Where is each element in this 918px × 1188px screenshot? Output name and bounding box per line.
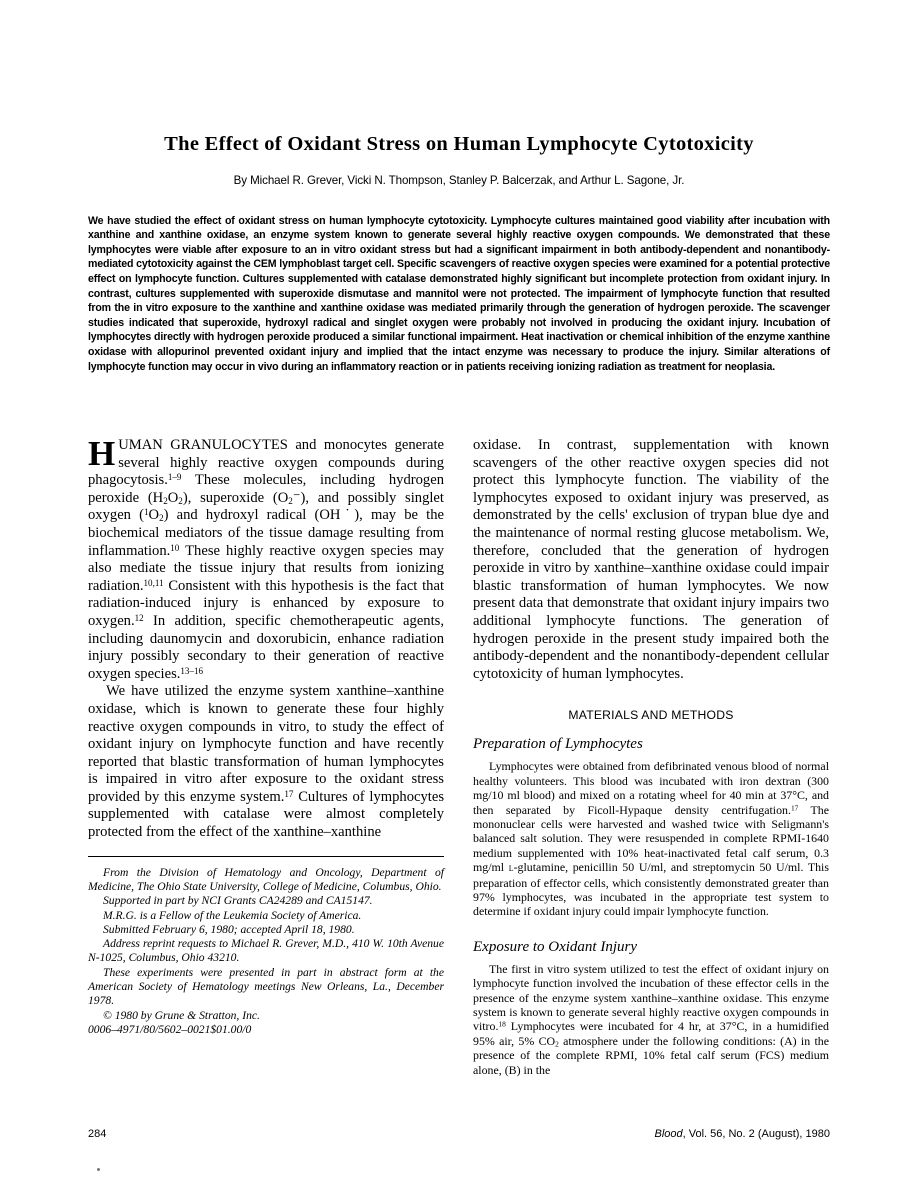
text-run: atmosphere under the following conditions: (A) in the presence of the complete RPMI, 10% fetal calf serum (FCS) medium alone, (B) in the (473, 1033, 829, 1077)
subscript: 2 (555, 1039, 559, 1049)
left-paragraph-2 (88, 683, 444, 841)
left-column (88, 434, 444, 1077)
right-paragraph-1: oxidase. In contrast, supplementation with known scavengers of the other reactive oxygen species did not protect this lymphocyte function. The viability of the lymphocytes exposed to oxidant injury was preserved, as demonstrated by the cells' exclusion of trypan blue dye and the maintenance of normal resting glucose metabolism. We, therefore, concluded that the generation of hydrogen peroxide in vitro by xanthine–xanthine oxidase could impair blastic transformation of human lymphocytes. We now present data that demonstrate that oxidant injury impairs two additional lymphocyte functions. The generation of hydrogen peroxide in the present study impaired both the antibody-dependent and the nonantibody-dependent cellular cytotoxicity of human lymphocytes. (473, 437, 829, 682)
text-run: ⁻), and possibly singlet oxygen ( (88, 489, 444, 524)
journal-name: Blood (654, 1128, 683, 1140)
journal-citation (654, 1128, 830, 1140)
text-run: Lymphocytes were obtained from defibrinated venous blood of normal healthy volunteers. This blood was incubated with iron dextran (300 mg/10 ml blood) and mixed on a rotating wheel for 40 min at 37°C, and then separated by Ficoll-Hypaque density centrifugation. (473, 759, 829, 817)
drop-cap: H (88, 434, 116, 473)
text-run: Cultures of lymphocytes supplemented with catalase were almost completely protected from the effect of the xanthine–xanthine (88, 788, 444, 841)
footnote-presentation: These experiments were presented in part in abstract form at the American Society of Hematology meetings New Orleans, La., December 1978. (88, 965, 444, 1008)
reference-marker: 12 (134, 612, 144, 623)
page-footer (88, 1128, 830, 1140)
text-run: -glutamine, penicillin 50 U/ml, and streptomycin 50 U/ml. This preparation of effector cells, which consistently demonstrated greater than 97% lymphocytes, was incubated in the appropriate test system to determine if oxidant injury could impair lymphocyte function. (473, 860, 829, 919)
small-caps-l: l (508, 862, 514, 875)
subscript: 2 (178, 495, 183, 506)
reference-marker: 17 (790, 803, 799, 813)
right-column (473, 437, 829, 1077)
footnote-reprint-address: Address reprint requests to Michael R. Grever, M.D., 410 W. 10th Avenue N-1025, Columbus, Ohio 43210. (88, 937, 444, 965)
opening-smallcaps: UMAN GRANULOCYTES (118, 437, 288, 453)
text-run: Consistent with this hypothesis is the fact that radiation-induced injury is enhanced by exposure to oxygen. (88, 577, 444, 629)
footnote-dates: Submitted February 6, 1980; accepted April 18, 1980. (103, 922, 355, 936)
text-run: In addition, specific chemotherapeutic agents, including daunomycin and doxorubicin, enhance radiation injury possibly secondary to their generation of reactive oxygen species. (88, 612, 444, 682)
subsection-heading-exposure-to-oxidant-injury: Exposure to Oxidant Injury (473, 938, 637, 955)
two-column-body (88, 434, 830, 1077)
journal-volume-info: , Vol. 56, No. 2 (August), 1980 (682, 1128, 830, 1140)
reference-marker: 10 (170, 542, 180, 553)
text-run: These molecules, including hydrogen peroxide (H (88, 472, 444, 506)
reference-marker: 13–16 (180, 665, 204, 676)
subscript: 2 (163, 495, 168, 506)
text-run: Lymphocytes were incubated for 4 hr, at 37°C, in a humidified 95% air, 5% CO (473, 1019, 829, 1048)
reference-marker: 18 (498, 1020, 506, 1030)
page-number: 284 (88, 1128, 107, 1140)
subsection-heading-preparation-of-lymphocytes: Preparation of Lymphocytes (473, 736, 643, 753)
text-run: We have utilized the enzyme system xanthine–xanthine oxidase, which is known to generate these four highly reactive oxygen compounds in vitro, to study the effect of oxidant injury on lymphocyte function and have recently reported that blastic transformation of human lymphocytes is impaired in vitro after exposure to the oxidant stress provided by this enzyme system. (88, 683, 444, 805)
subscript: 2 (159, 513, 164, 524)
text-run: The mononuclear cells were harvested and washed twice with Seligmann's balanced salt solution. They were resuspended in complete RPMI-1640 medium supplemented with 10% heat-inactivated fetal calf serum, 0.3 mg/ml (473, 802, 829, 875)
footnote-copyright: © 1980 by Grune & Stratton, Inc. (103, 1008, 260, 1022)
text-run: O (167, 489, 179, 506)
exposure-paragraph (473, 962, 829, 1077)
section-heading-materials-and-methods: MATERIALS AND METHODS (568, 708, 734, 723)
footnote-affiliation: From the Division of Hematology and Oncology, Department of Medicine, The Ohio State University, College of Medicine, Columbus, Ohio. (88, 865, 444, 893)
text-run: These highly reactive oxygen species may also mediate the tissue injury that results from ionizing radiation. (88, 542, 444, 594)
preparation-paragraph (473, 759, 829, 918)
abstract: We have studied the effect of oxidant stress on human lymphocyte cytotoxicity. Lymphocyte cultures maintained good viability after incubation with xanthine and xanthine oxidase, an enzyme system known to generate several highly reactive oxygen compounds. We demonstrated that these lymphocytes were viable after exposure to an in vitro oxidant stress but had a significant impairment in both antibody-dependent and nonantibody-mediated cytotoxicity against the CEM lymphoblast target cell. Specific scavengers of reactive oxygen species were examined for a potential protective effect on lymphocyte function. Cultures supplemented with catalase demonstrated highly significant but incomplete protection from oxidant injury. In contrast, cultures supplemented with superoxide dismutase and mannitol were not protected. The impairment of lymphocyte function that resulted from the in vitro exposure to the xanthine and xanthine oxidase was mediated primarily through the generation of hydrogen peroxide. The scavenger studies indicated that superoxide, hydroxyl radical and singlet oxygen were probably not involved in producing the oxidant injury. Incubation of lymphocytes directly with hydrogen peroxide produced a similar functional impairment. Heat inactivation or chemical inhibition of the enzyme xanthine oxidase with allopurinol prevented oxidant injury and implied that the intact enzyme was necessary to produce the injury. Similar alterations of lymphocyte function may occur in vivo during an inflammatory reaction or in patients receiving ionizing radiation as treatment for neoplasia. (88, 214, 830, 373)
subscript: 2 (288, 495, 293, 506)
reference-marker: 10,11 (143, 577, 164, 588)
superscript: 1 (143, 507, 149, 518)
scan-artifact-speck (97, 1168, 100, 1171)
footnote-issn-code: 0006–4971/80/5602–0021$01.00/0 (88, 1022, 252, 1036)
footnote-fellowship: M.R.G. is a Fellow of the Leukemia Society of America. (103, 908, 362, 922)
text-run: ), superoxide (O (182, 489, 289, 506)
text-run: The first in vitro system utilized to test the effect of oxidant injury on lymphocyte function involved the incubation of these effector cells in the presence of the enzyme system xanthine–xanthine oxidase. This enzyme system is known to generate several highly reactive oxygen compounds in vitro. (473, 961, 829, 1034)
text-run: ) and hydroxyl radical (OH˙), may be the biochemical mediators of the tissue damage resulting from inflammation. (88, 507, 444, 559)
left-paragraph-1 (88, 434, 444, 683)
page-title: The Effect of Oxidant Stress on Human Lymphocyte Cytotoxicity (164, 133, 754, 155)
footnote-divider (88, 856, 444, 857)
footnote-support: Supported in part by NCI Grants CA24289 and CA15147. (103, 894, 373, 908)
text-run: O (148, 507, 160, 524)
footnote-block (88, 866, 444, 1038)
page-content (88, 0, 830, 1188)
author-list: By Michael R. Grever, Vicki N. Thompson, Stanley P. Balcerzak, and Arthur L. Sagone, Jr. (233, 173, 685, 187)
reference-marker: 17 (284, 788, 294, 799)
text-run: and monocytes generate several highly reactive oxygen compounds during phagocytosis. (88, 437, 444, 489)
reference-marker: 1–9 (167, 472, 182, 483)
